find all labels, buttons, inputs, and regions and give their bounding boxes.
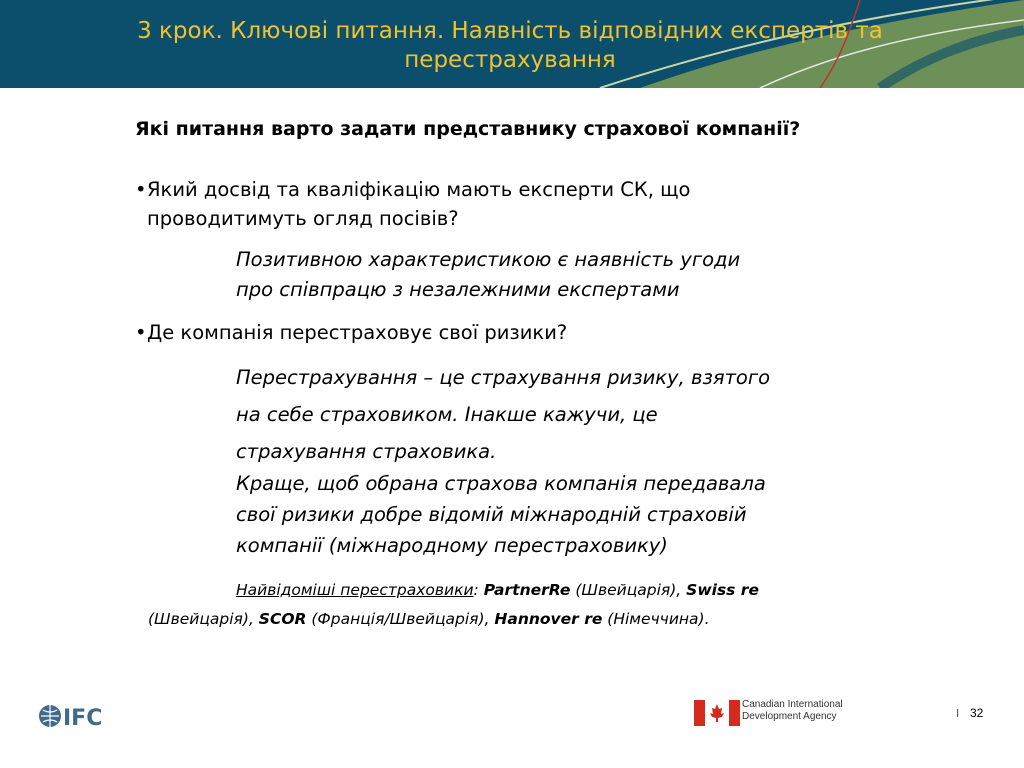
- reinsurer-partnerre-country: (Швейцарія),: [570, 581, 687, 599]
- page-number: 32: [970, 706, 984, 720]
- cida-line-2: Development Agency: [742, 711, 837, 722]
- answer-2-line-1: Перестрахування – це страхування ризику, взятого: [236, 366, 771, 389]
- answer-1: [236, 245, 740, 305]
- bullet-marker: •: [135, 178, 147, 201]
- reinsurer-hannover: Hannover re: [494, 610, 603, 628]
- slide-header: [0, 0, 1024, 88]
- reinsurer-swissre: Swiss re: [686, 581, 759, 599]
- ifc-logo-text: IFC: [63, 706, 103, 729]
- reinsurers-colon: :: [473, 581, 484, 599]
- bullet-2-line-1: Де компанія перестраховує свої ризики?: [147, 321, 568, 344]
- answer-1-line-1: Позитивною характеристикою є наявність угоди: [236, 248, 741, 271]
- cida-line-1: Canadian International: [742, 699, 843, 710]
- slide-title: 3 крок. Ключові питання. Наявність відповідних експертів та перестрахування: [137, 18, 883, 73]
- canada-flag-icon: [694, 700, 740, 726]
- footer-separator: I: [956, 707, 960, 720]
- answer-2-line-3: страхування страховика.: [236, 440, 497, 463]
- answer-3-line-3: компанії (міжнародному перестраховику): [236, 534, 668, 557]
- answer-2-line-2: на себе страховиком. Інакше кажучи, це: [236, 403, 658, 426]
- reinsurer-scor: SCOR: [258, 610, 307, 628]
- cida-logo: [694, 700, 740, 730]
- bullet-1-line-1: Який досвід та кваліфікацію мають експерти СК, що: [147, 178, 691, 201]
- ifc-logo: [38, 703, 110, 733]
- bullet-1-line-2: проводитимуть огляд посівів?: [147, 207, 459, 230]
- reinsurer-swissre-country: (Швейцарія),: [148, 610, 259, 628]
- answer-2: [236, 359, 770, 470]
- answer-3: [236, 468, 766, 561]
- reinsurer-hannover-country: (Німеччина).: [602, 610, 710, 628]
- cida-name: [742, 699, 843, 723]
- answer-3-line-2: свої ризики добре відомій міжнародній страховій: [236, 503, 747, 526]
- reinsurers-label: Найвідоміші перестраховики: [236, 581, 474, 599]
- bullet-item-2: [135, 318, 567, 347]
- reinsurer-scor-country: (Франція/Швейцарія),: [306, 610, 495, 628]
- ifc-globe-icon: [38, 703, 110, 729]
- reinsurer-partnerre: PartnerRe: [483, 581, 571, 599]
- bullet-marker: •: [135, 321, 147, 344]
- question-heading: Які питання варто задати представнику страхової компанії?: [135, 118, 801, 140]
- bullet-item-1: [135, 175, 690, 233]
- reinsurers-paragraph: [148, 576, 868, 634]
- answer-1-line-2: про співпрацю з незалежними експертами: [236, 278, 680, 301]
- answer-3-line-1: Краще, щоб обрана страхова компанія передавала: [236, 472, 766, 495]
